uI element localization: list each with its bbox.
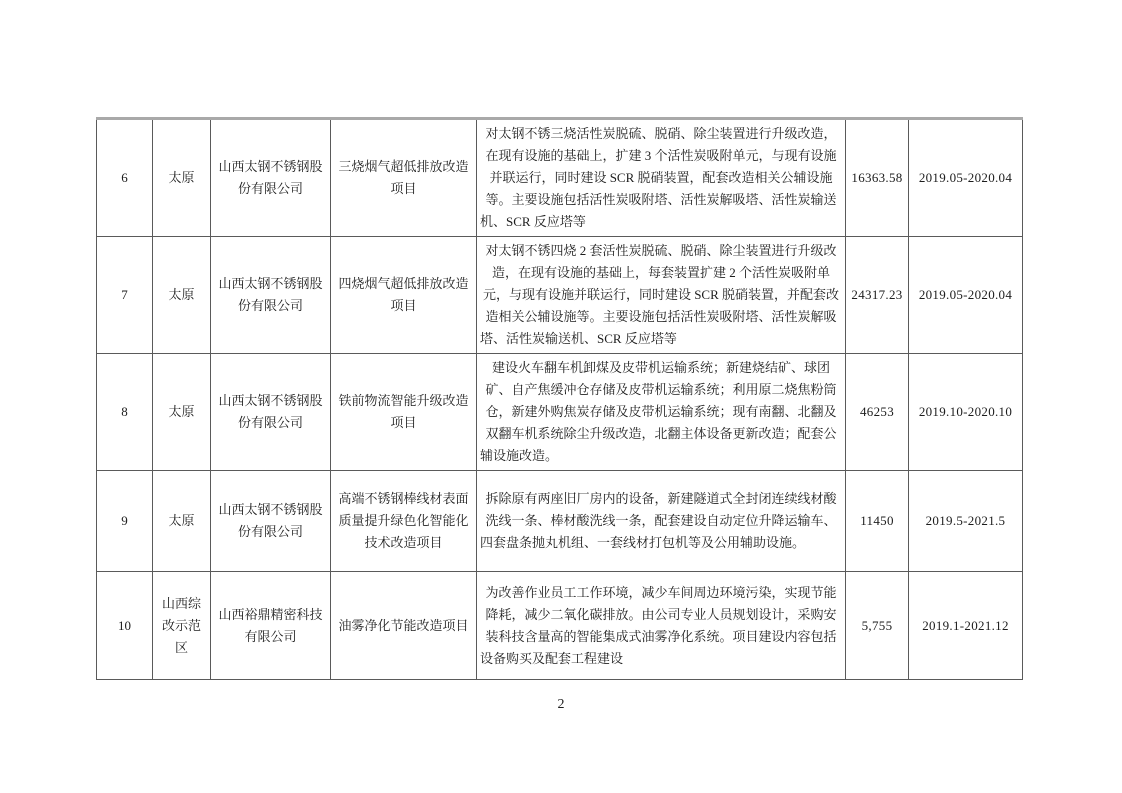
- cell-row-number: 7: [97, 237, 153, 354]
- table-row: [97, 471, 1023, 572]
- cell-construction-period: 2019.1-2021.12: [909, 572, 1023, 680]
- cell-project-name: 高端不锈钢棒线材表面质量提升绿色化智能化技术改造项目: [331, 471, 477, 572]
- cell-description: 为改善作业员工工作环境，减少车间周边环境污染，实现节能降耗，减少二氧化碳排放。由公司专业人员规划设计，采购安装科技含量高的智能集成式油雾净化系统。项目建设内容包括设备购买及配套工程建设: [477, 572, 846, 680]
- cell-construction-period: 2019.5-2021.5: [909, 471, 1023, 572]
- cell-city: 山西综改示范区: [153, 572, 211, 680]
- cell-city: 太原: [153, 119, 211, 237]
- projects-table: [96, 117, 1023, 680]
- cell-project-name: 铁前物流智能升级改造项目: [331, 354, 477, 471]
- table-row: [97, 572, 1023, 680]
- table-row: [97, 354, 1023, 471]
- cell-investment-amount: 11450: [846, 471, 909, 572]
- cell-city: 太原: [153, 471, 211, 572]
- cell-company-name: 山西裕鼎精密科技有限公司: [211, 572, 331, 680]
- cell-row-number: 6: [97, 119, 153, 237]
- cell-investment-amount: 16363.58: [846, 119, 909, 237]
- cell-company-name: 山西太钢不锈钢股份有限公司: [211, 237, 331, 354]
- cell-construction-period: 2019.05-2020.04: [909, 119, 1023, 237]
- cell-description: 拆除原有两座旧厂房内的设备，新建隧道式全封闭连续线材酸洗线一条、棒材酸洗线一条，配套建设自动定位升降运输车、四套盘条抛丸机组、一套线材打包机等及公用辅助设施。: [477, 471, 846, 572]
- cell-project-name: 四烧烟气超低排放改造项目: [331, 237, 477, 354]
- cell-project-name: 三烧烟气超低排放改造项目: [331, 119, 477, 237]
- cell-construction-period: 2019.10-2020.10: [909, 354, 1023, 471]
- cell-investment-amount: 24317.23: [846, 237, 909, 354]
- cell-company-name: 山西太钢不锈钢股份有限公司: [211, 471, 331, 572]
- cell-city: 太原: [153, 237, 211, 354]
- cell-city: 太原: [153, 354, 211, 471]
- page-number: 2: [557, 697, 565, 712]
- cell-description: 对太钢不锈四烧 2 套活性炭脱硫、脱硝、除尘装置进行升级改造，在现有设施的基础上，每套装置扩建 2 个活性炭吸附单元，与现有设施并联运行，同时建设 SCR 脱硝装置，并配套改造相关公辅设施等。主要设施包括活性炭吸附塔、活性炭解吸塔、活性炭输送机、SCR 反应塔等: [477, 237, 846, 354]
- cell-company-name: 山西太钢不锈钢股份有限公司: [211, 354, 331, 471]
- cell-investment-amount: 5,755: [846, 572, 909, 680]
- cell-description: 对太钢不锈三烧活性炭脱硫、脱硝、除尘装置进行升级改造，在现有设施的基础上，扩建 3 个活性炭吸附单元，与现有设施并联运行，同时建设 SCR 脱硝装置，配套改造相关公辅设施等。主要设施包括活性炭吸附塔、活性炭解吸塔、活性炭输送机、SCR 反应塔等: [477, 119, 846, 237]
- cell-description: 建设火车翻车机卸煤及皮带机运输系统；新建烧结矿、球团矿、自产焦缓冲仓存储及皮带机运输系统；利用原二烧焦粉筒仓，新建外购焦炭存储及皮带机运输系统；现有南翻、北翻及双翻车机系统除尘升级改造，北翻主体设备更新改造；配套公辅设施改造。: [477, 354, 846, 471]
- cell-company-name: 山西太钢不锈钢股份有限公司: [211, 119, 331, 237]
- cell-investment-amount: 46253: [846, 354, 909, 471]
- cell-row-number: 9: [97, 471, 153, 572]
- table-row: [97, 119, 1023, 237]
- cell-construction-period: 2019.05-2020.04: [909, 237, 1023, 354]
- cell-row-number: 10: [97, 572, 153, 680]
- cell-project-name: 油雾净化节能改造项目: [331, 572, 477, 680]
- projects-table-body: [97, 119, 1023, 680]
- cell-row-number: 8: [97, 354, 153, 471]
- table-row: [97, 237, 1023, 354]
